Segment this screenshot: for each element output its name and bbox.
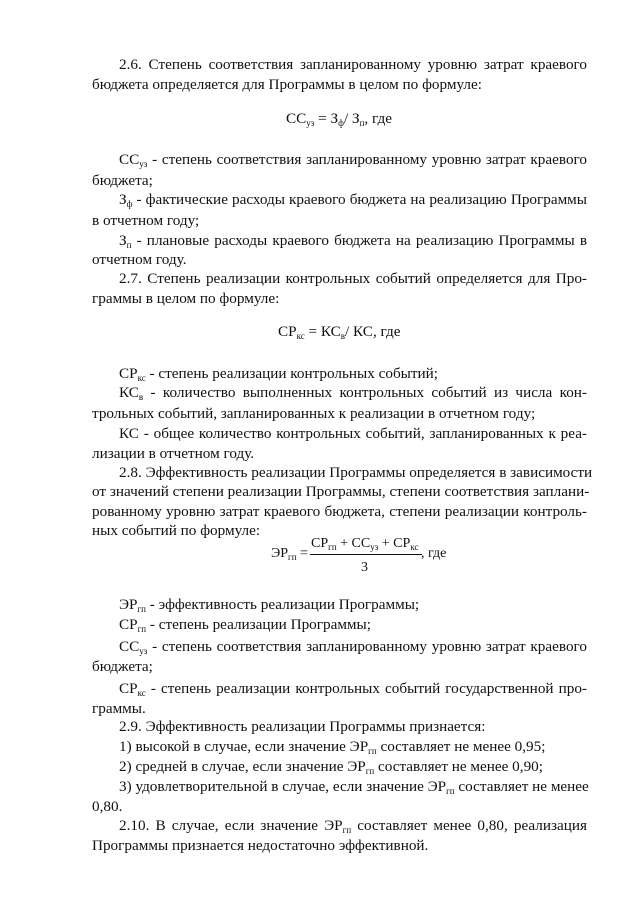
definition-ks-v: $КС_в$ - количество выполненных контрольных событий из числа кон-: [119, 384, 587, 402]
definition-cr-ks-2-cont: граммы.: [92, 700, 146, 717]
formula-3-tail: , где: [421, 546, 447, 561]
paragraph-2-7-line-2: граммы в целом по формуле:: [92, 290, 280, 307]
definition-cr-ks-2: $СР_{кс}$ - степень реализации контрольных событий государственной про-: [119, 680, 587, 698]
definition-z-p: $З_п$ - плановые расходы краевого бюджета на реализацию Программы в: [119, 232, 587, 250]
definition-ks: КС - общее количество контрольных событий, запланированных к реа-: [119, 425, 587, 442]
definition-z-f-cont: в отчетном году;: [92, 212, 200, 229]
definition-z-p-cont: отчетном году.: [92, 251, 187, 268]
definition-cc-uz-2: $СС_{уз}$ - степень соответствия запланированному уровню затрат краевого: [119, 638, 587, 656]
definition-cr-gp: $СР_{гп}$ - степень реализации Программы;: [119, 616, 371, 634]
paragraph-2-8-line-1: 2.8. Эффективность реализации Программы определяется в зависимости: [119, 464, 593, 481]
definition-er-gp: $ЭР_{гп}$ - эффективность реализации Программы;: [119, 596, 420, 614]
formula-3-numerator: $СР_{гп} + СС_{уз} + СР_{кс}$: [311, 536, 419, 552]
fraction-bar: [310, 554, 422, 555]
formula-3-denominator: 3: [361, 560, 368, 575]
list-item-high: 1) высокой в случае, если значение $ЭР_{гп}$ составляет не менее 0,95;: [119, 738, 546, 756]
paragraph-2-8-line-2: от значений степени реализации Программы, степени соответствия заплани-: [92, 483, 590, 500]
formula-2: $СР_{кс} = КС_в/$ КС, где: [278, 323, 401, 341]
paragraph-2-6-line-1: 2.6. Степень соответствия запланированному уровню затрат краевого: [119, 56, 587, 73]
list-item-satisfactory-cont: 0,80.: [92, 798, 123, 815]
definition-cr-ks: $СР_{кс}$ - степень реализации контрольных событий;: [119, 365, 438, 383]
definition-z-f: $З_ф$ - фактические расходы краевого бюджета на реализацию Программы: [119, 191, 587, 209]
paragraph-2-10-line-1: 2.10. В случае, если значение $ЭР_{гп}$ составляет менее 0,80, реализация: [119, 817, 587, 835]
definition-ks-v-cont: трольных событий, запланированных к реализации в отчетном году;: [92, 405, 536, 422]
paragraph-2-7-line-1: 2.7. Степень реализации контрольных событий определяется для Про-: [119, 270, 587, 287]
definition-cc-uz-cont: бюджета;: [92, 172, 153, 189]
paragraph-2-8-line-4: ных событий по формуле:: [92, 522, 261, 539]
paragraph-2-8-line-3: рованному уровню затрат краевого бюджета, степени реализации контроль-: [92, 503, 587, 520]
paragraph-2-6-line-2: бюджета определяется для Программы в целом по формуле:: [92, 76, 482, 93]
formula-1: $СС_{уз} = З_ф/$ $З_п$, где: [286, 110, 392, 128]
definition-ks-cont: лизации в отчетном году.: [92, 445, 255, 462]
paragraph-2-9: 2.9. Эффективность реализации Программы признается:: [119, 718, 486, 735]
definition-cc-uz: $СС_{уз}$ - степень соответствия запланированному уровню затрат краевого: [119, 151, 587, 169]
list-item-medium: 2) средней в случае, если значение $ЭР_{гп}$ составляет не менее 0,90;: [119, 758, 543, 776]
formula-3-lhs: $ЭР_{гп}$ =: [271, 546, 308, 562]
list-item-satisfactory: 3) удовлетворительной в случае, если значение $ЭР_{гп}$ составляет не менее: [119, 778, 589, 796]
definition-cc-uz-2-cont: бюджета;: [92, 658, 153, 675]
paragraph-2-10-line-2: Программы признается недостаточно эффективной.: [92, 837, 429, 854]
